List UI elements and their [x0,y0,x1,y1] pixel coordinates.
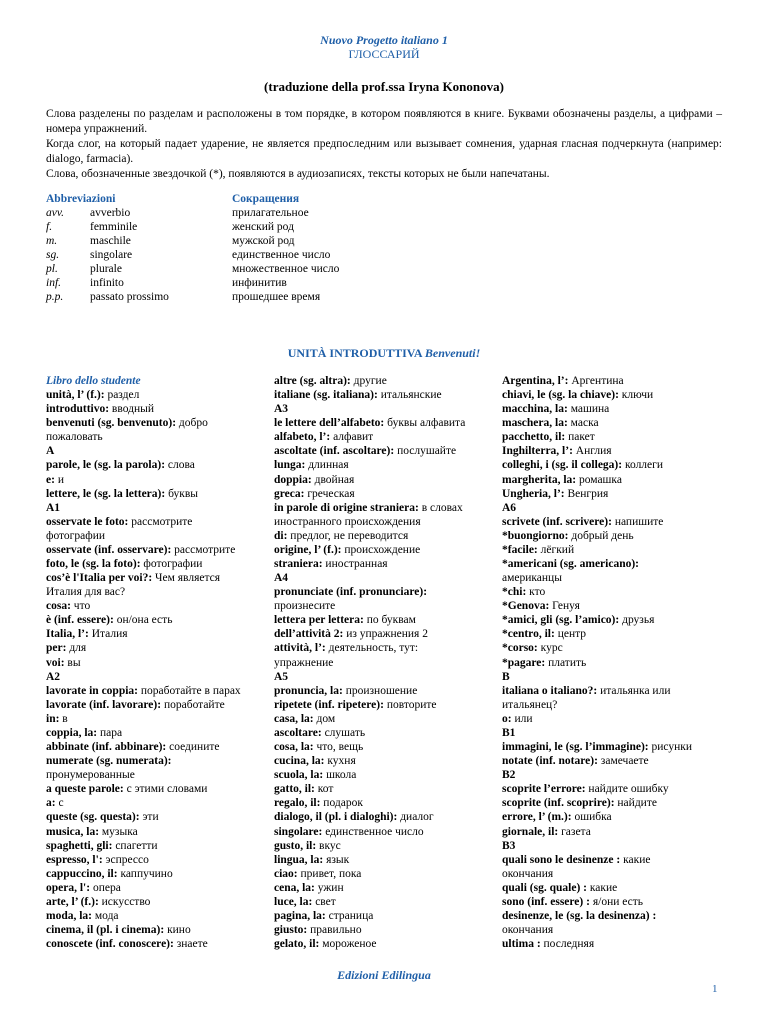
abbreviation-meaning-it: plurale [90,263,122,275]
glossary-entry: notate (inf. notare): замечаете [502,755,649,768]
glossary-entry: chiavi, le (sg. la chiave): ключи [502,389,654,402]
glossary-entry: queste (sg. questa): эти [46,811,159,824]
glossary-entry: altre (sg. altra): другие [274,375,387,387]
section-label: A4 [274,572,289,585]
glossary-entry: regalo, il: подарок [274,797,363,810]
glossary-entry: moda, la: мода [46,909,119,922]
abbreviation-meaning-ru: женский род [232,221,294,233]
glossary-entry: dialogo, il (pl. i dialoghi): диалог [274,811,434,824]
abbreviation-meaning-ru: множественное число [232,263,340,275]
glossary-entry: per: для [46,642,87,655]
glossary-entry: lavorate (inf. lavorare): поработайте [46,698,225,711]
glossary-entry: attività, l’: деятельность, тут: [274,642,419,655]
glossary-column-3 [502,374,724,951]
glossary-entry: colleghi, i (sg. il collega): коллеги [502,459,664,472]
glossary-entry: immagini, le (sg. l’immagine): рисунки [502,741,692,754]
abbreviation-meaning-it: femminile [90,221,138,233]
document-subtitle: ГЛОССАРИЙ [348,47,420,61]
glossary-entry: greca: греческая [274,487,355,500]
glossary-entry: di: предлог, не переводится [274,529,409,542]
glossary-entry: lettera per lettera: по буквам [274,614,416,627]
glossary-entry: ultima : последняя [502,938,595,951]
abbreviation-row [46,262,646,276]
abbreviation-meaning-ru: прошедшее время [232,291,321,303]
section-label: B2 [502,769,516,782]
glossary-entry: è (inf. essere): он/она есть [46,614,173,627]
abbreviations-rows [46,206,646,304]
glossary-entry: фотографии [46,529,106,542]
abbreviation-row [46,248,646,262]
section-label: A1 [46,501,61,514]
glossary-entry: giornale, il: газета [502,825,591,838]
glossary-entry: doppia: двойная [274,473,355,486]
glossary-column-2 [274,374,496,951]
abbreviation: p.p. [46,291,64,303]
abbreviation-meaning-ru: прилагательное [232,207,309,219]
section-label: A2 [46,670,61,683]
section-heading: Libro dello studente [46,375,141,387]
section-label: A [46,445,55,458]
glossary-entry: dell’attività 2: из упражнения 2 [274,628,428,641]
abbreviation-meaning-it: infinito [90,277,124,289]
abbreviation: avv. [46,207,64,219]
glossary-entry: *corso: курс [502,642,563,655]
abbreviation-meaning-ru: мужской род [232,235,295,247]
glossary-entry: voi: вы [46,656,81,669]
glossary-entry: *Genova: Генуя [502,600,580,613]
glossary-entry: *pagare: платить [502,656,587,669]
glossary-entry: opera, l': опера [46,881,121,894]
glossary-entry: Inghilterra, l’: Англия [502,445,612,458]
glossary-entry: a: с [46,797,64,810]
glossary-entry: origine, l’ (f.): происхождение [274,543,421,556]
abbreviation-row [46,234,646,248]
abbreviations-heading-ru: Сокращения [232,193,300,205]
section-label: A6 [502,501,517,514]
abbreviation-meaning-it: passato prossimo [90,291,169,303]
glossary-entry: arte, l’ (f.): искусство [46,895,151,908]
glossary-entry: abbinate (inf. abbinare): соедините [46,741,220,754]
abbreviation: f. [46,221,53,233]
glossary-entry: pagina, la: страница [274,909,374,922]
glossary-entry: macchina, la: машина [502,403,610,416]
glossary-entry: *amici, gli (sg. l’amico): друзья [502,614,655,627]
glossary-entry: *facile: лёгкий [502,543,575,556]
glossary-entry: pacchetto, il: пакет [502,431,595,444]
glossary-entry: итальянец? [502,698,558,711]
glossary-entry: *centro, il: центр [502,628,587,641]
abbreviation: m. [46,235,58,247]
unit-name: Benvenuti! [424,346,481,360]
glossary-entry: sono (inf. essere) : я/они есть [502,895,644,908]
intro-paragraph: Слова, обозначенные звездочкой (*), появляются в аудиозаписях, тексты которых не были напечатаны. [46,168,550,180]
glossary-entry: espresso, l': эспрессо [46,853,149,866]
abbreviations-header [46,192,646,206]
glossary-entry: quali (sg. quale) : какие [502,881,618,894]
glossary-entry: osservate le foto: рассмотрите [46,515,193,528]
glossary-entry: e: и [46,473,64,486]
glossary-entry: окончания [502,924,554,937]
page-number: 1 [712,983,718,995]
glossary-entry: alfabeto, l’: алфавит [274,431,374,444]
glossary-entry: pronuncia, la: произношение [274,684,418,697]
glossary-entry: gusto, il: вкус [274,839,341,852]
abbreviation-meaning-it: singolare [90,249,133,261]
glossary-entry: cosa, la: что, вещь [274,741,364,754]
intro-paragraph: Когда слог, на который падает ударение, не является предпоследним или вызывает сомнения, ударная гласная подчеркнута (например: dialogo, farmacia). [46,138,722,165]
glossary-entry: cappuccino, il: каппучино [46,867,173,880]
glossary-entry: singolare: единственное число [274,825,424,838]
glossary-entry: Italia, l’: Италия [46,628,128,641]
glossary-entry: scrivete (inf. scrivere): напишите [502,515,664,528]
glossary-entry: scoprite l’errore: найдите ошибку [502,783,669,796]
translator-credit: (traduzione della prof.ssa Iryna Kononova) [264,79,504,94]
glossary-entry: иностранного происхождения [274,515,421,528]
glossary-entry: gelato, il: мороженое [274,938,377,951]
abbreviation: sg. [46,249,60,261]
glossary-entry: conoscete (inf. conoscere): знаете [46,938,208,951]
glossary-entry: ascoltate (inf. ascoltare): послушайте [274,445,457,458]
abbreviation-row [46,290,646,304]
glossary-entry: cucina, la: кухня [274,755,356,768]
glossary-entry: американцы [502,572,562,585]
abbreviation-meaning-ru: инфинитив [232,277,287,289]
glossary-entry: straniera: иностранная [274,558,388,571]
glossary-entry: Argentina, l’: Аргентина [502,375,624,387]
glossary-entry: desinenze, le (sg. la desinenza) : [502,909,657,922]
glossary-entry: quali sono le desinenze : какие [502,853,651,866]
glossary-entry: luce, la: свет [274,895,336,908]
abbreviation-row [46,220,646,234]
document-title: Nuovo Progetto italiano 1 [320,33,448,47]
section-label: A5 [274,670,289,683]
glossary-entry: пронумерованные [46,769,135,782]
abbreviation-meaning-it: maschile [90,235,131,247]
glossary-entry: scoprite (inf. scoprire): найдите [502,797,657,810]
glossary-entry: gatto, il: кот [274,783,334,796]
glossary-column-1 [46,374,268,951]
glossary-entry: произнесите [274,600,336,613]
glossary-entry: cinema, il (pl. i cinema): кино [46,924,191,937]
unit-label: UNITÀ INTRODUTTIVA [287,346,422,360]
glossary-entry: unità, l’ (f.): раздел [46,389,140,402]
glossary-entry: foto, le (sg. la foto): фотографии [46,558,203,571]
glossary-entry: cos’è l'Italia per voi?: Чем является [46,572,221,585]
glossary-entry: giusto: правильно [274,924,362,937]
abbreviations-heading-it: Abbreviazioni [46,193,116,205]
publisher-footer: Edizioni Edilingua [337,968,431,982]
section-label: A3 [274,403,289,416]
glossary-entry: introduttivo: вводный [46,403,155,416]
glossary-entry: musica, la: музыка [46,825,138,838]
glossary-entry: pronunciate (inf. pronunciare): [274,586,428,599]
glossary-entry: italiane (sg. italiana): итальянские [274,389,442,402]
glossary-entry: cena, la: ужин [274,881,344,894]
section-label: B1 [502,726,516,739]
glossary-entry: casa, la: дом [274,712,336,725]
glossary-entry: spaghetti, gli: спагетти [46,839,158,852]
glossary-entry: *americani (sg. americano): [502,558,640,571]
glossary-entry: окончания [502,867,554,880]
abbreviation-meaning-it: avverbio [90,207,131,219]
abbreviation-row [46,206,646,220]
glossary-entry: numerate (sg. numerata): [46,755,172,768]
glossary-entry: cosa: что [46,600,91,613]
glossary-entry: Италия для вас? [46,586,126,599]
glossary-entry: o: или [502,712,533,725]
glossary-entry: упражнение [274,656,334,669]
abbreviation: pl. [46,263,58,275]
abbreviation-meaning-ru: единственное число [232,249,331,261]
intro-text [46,107,722,182]
glossary-entry: in: в [46,712,68,725]
glossary-entry: ciao: привет, пока [274,867,362,880]
glossary-entry: ripetete (inf. ripetere): повторите [274,698,437,711]
glossary-entry: lunga: длинная [274,459,349,472]
abbreviation: inf. [46,277,62,289]
glossary-entry: lingua, la: язык [274,853,350,866]
glossary-entry: le lettere dell’alfabeto: буквы алфавита [274,417,466,430]
abbreviation-row [46,276,646,290]
glossary-entry: in parole di origine straniera: в словах [274,501,463,514]
glossary-entry: ascoltare: слушать [274,726,366,739]
glossary-entry: benvenuti (sg. benvenuto): добро [46,417,208,430]
glossary-entry: maschera, la: маска [502,417,599,430]
glossary-entry: a queste parole: с этими словами [46,783,208,796]
glossary-entry: *chi: кто [502,586,546,599]
glossary-entry: errore, l’ (m.): ошибка [502,811,612,824]
glossary-entry: lavorate in coppia: поработайте в парах [46,684,241,697]
glossary-entry: osservate (inf. osservare): рассмотрите [46,543,236,556]
section-label: B3 [502,839,516,852]
glossary-entry: lettere, le (sg. la lettera): буквы [46,487,198,500]
section-label: B [502,670,510,683]
glossary-entry: Ungheria, l’: Венгрия [502,487,609,500]
glossary-entry: coppia, la: пара [46,726,123,739]
abbreviations-table [46,192,646,304]
unit-heading [0,346,768,361]
glossary-entry: margherita, la: ромашка [502,473,622,486]
glossary-entry: italiana o italiano?: итальянка или [502,684,671,697]
glossary-entry: *buongiorno: добрый день [502,529,634,542]
glossary-entry: scuola, la: школа [274,769,357,782]
intro-paragraph: Слова разделены по разделам и расположены в том порядке, в котором появляются в книге. Буквами обозначены разделы, а цифрами – номера упражнений. [46,108,722,135]
glossary-entry: пожаловать [46,431,103,444]
glossary-entry: parole, le (sg. la parola): слова [46,459,195,472]
